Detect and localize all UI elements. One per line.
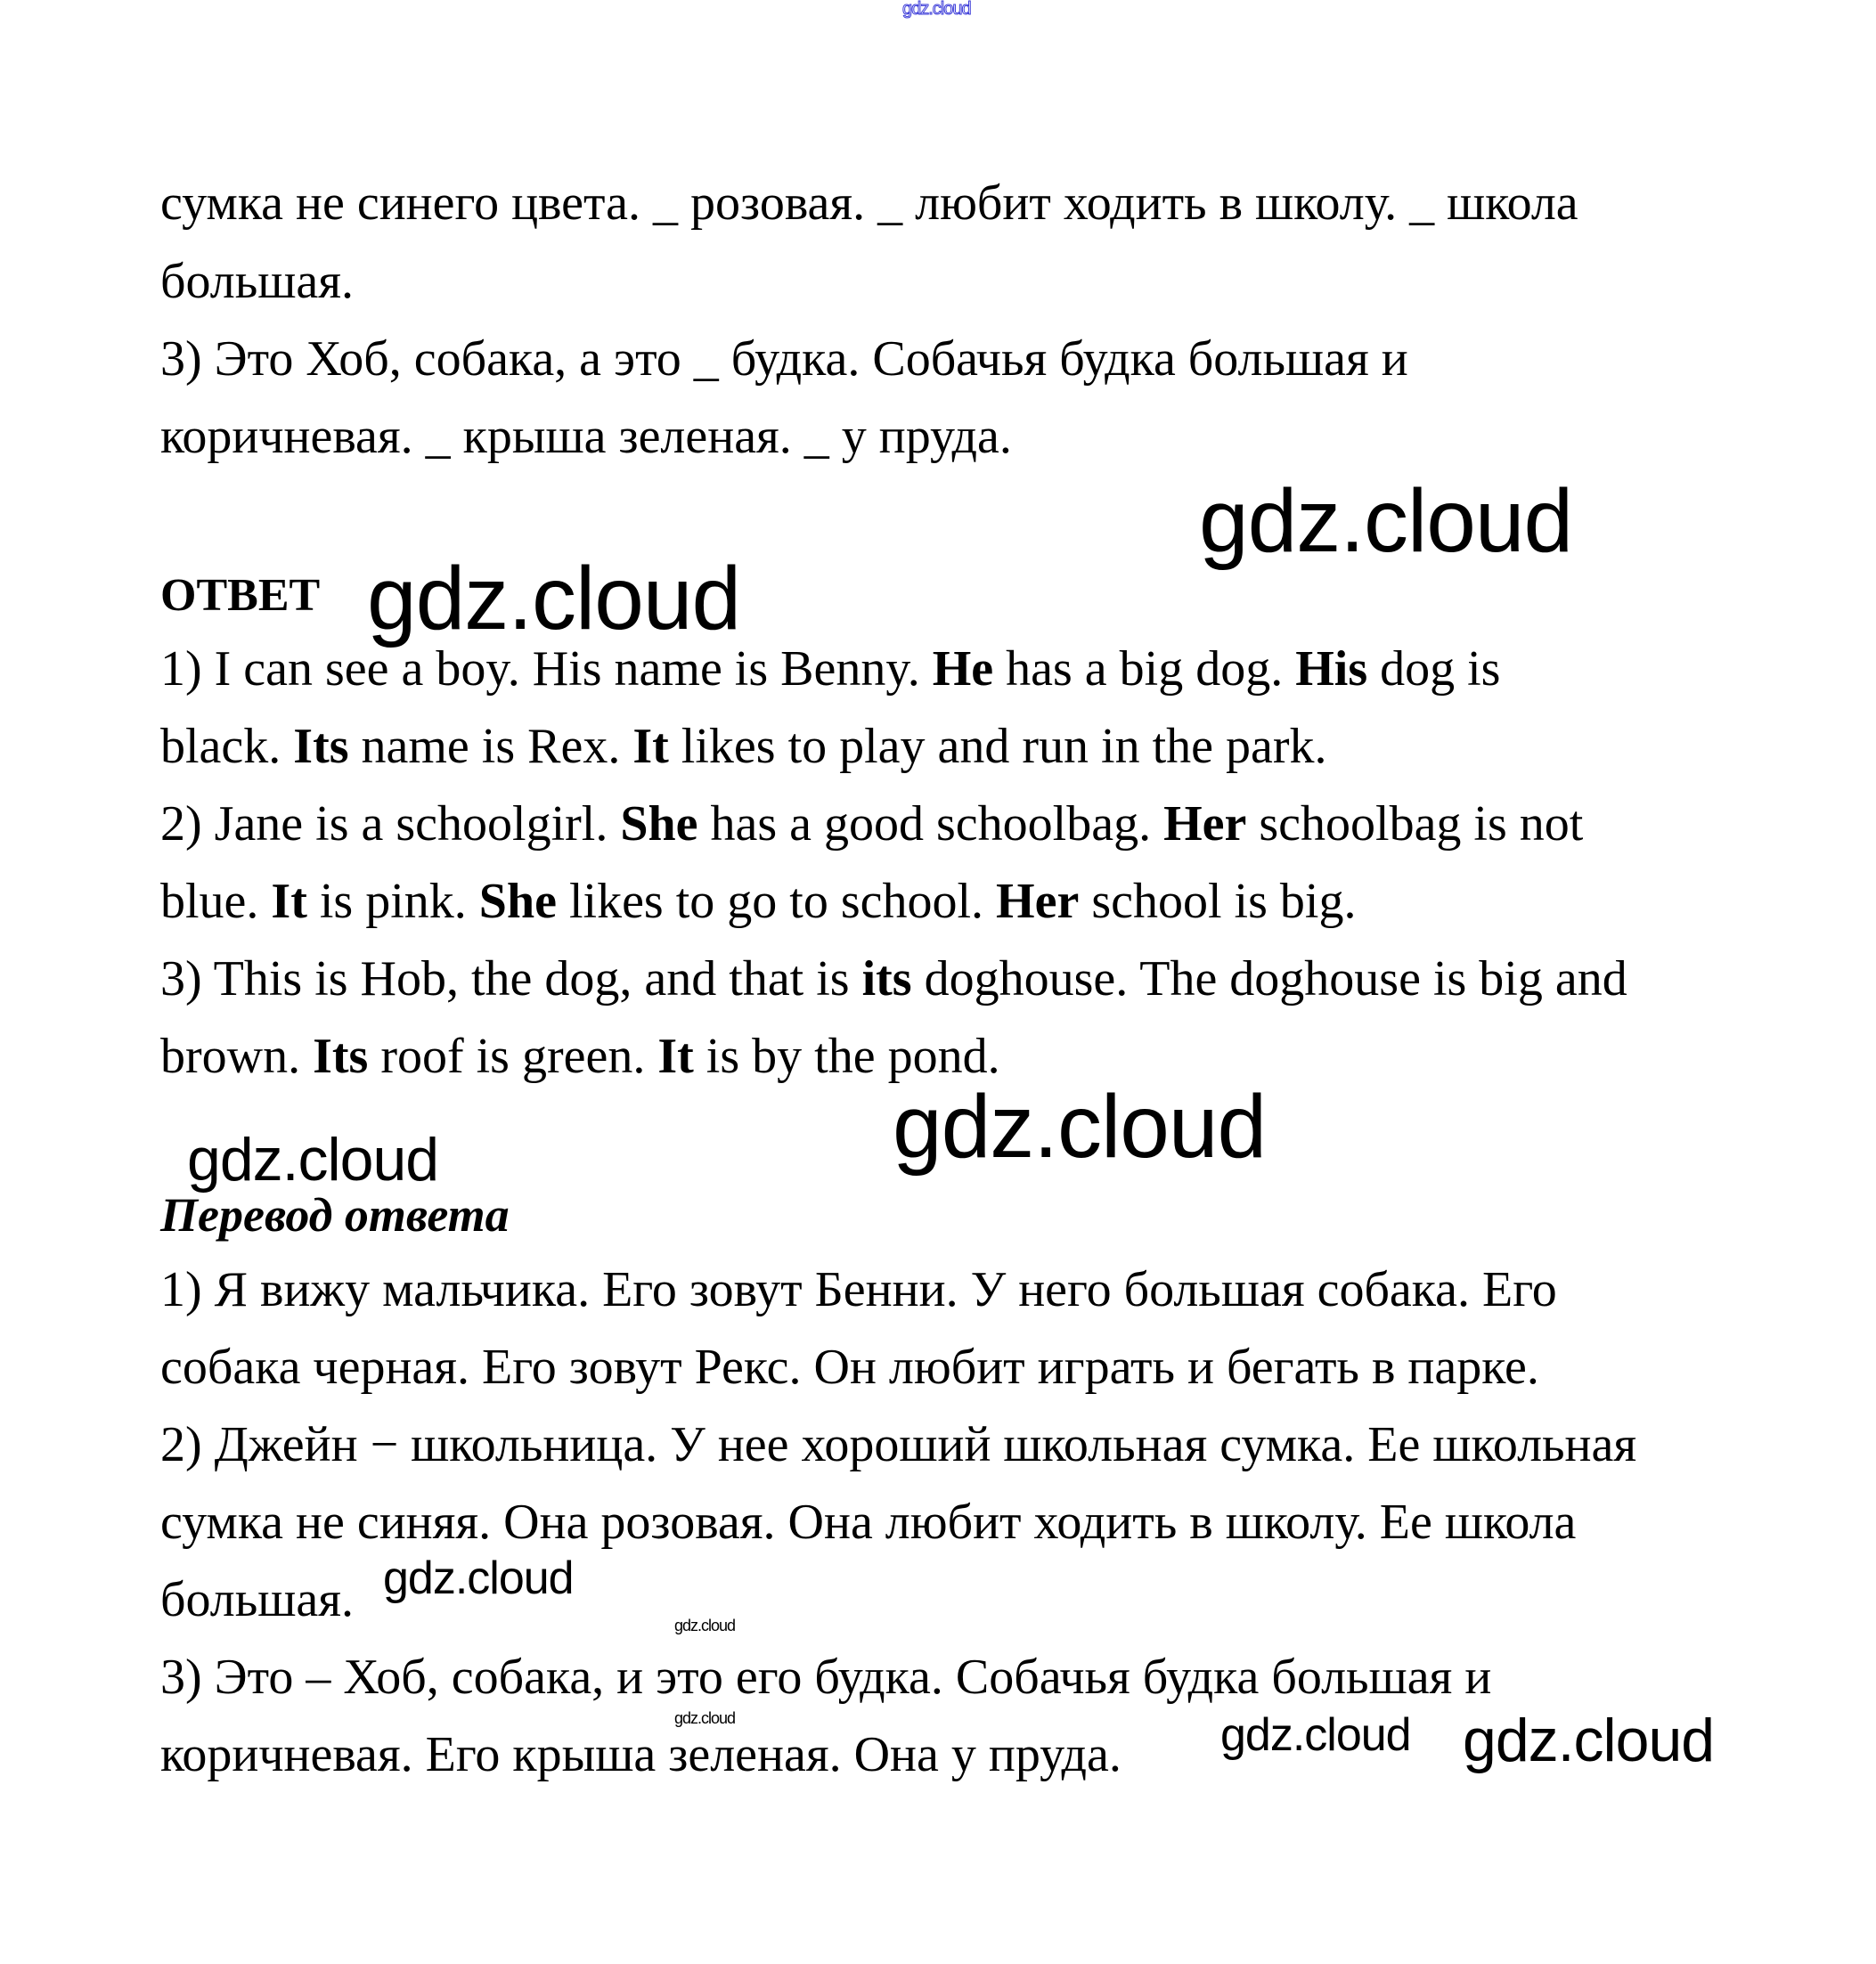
translation-line: собака черная. Его зовут Рекс. Он любит играть и бегать в парке. <box>160 1340 1539 1395</box>
answer-line <box>160 796 1584 852</box>
bold-pronoun: Its <box>313 1029 369 1084</box>
text-segment: has a big dog. <box>993 641 1296 697</box>
text-segment: is by the pond. <box>693 1029 1000 1084</box>
translation-line: 2) Джейн − школьница. У нее хороший школьная сумка. Ее школьная <box>160 1417 1637 1472</box>
bold-pronoun: It <box>657 1029 694 1084</box>
text-segment: likes to go to school. <box>556 874 997 929</box>
text-segment: dog is <box>1367 641 1501 697</box>
bold-pronoun: It <box>632 719 669 774</box>
text-segment: schoolbag is not <box>1246 796 1584 852</box>
watermark: gdz.cloud <box>1199 471 1573 571</box>
watermark: gdz.cloud <box>674 1709 736 1727</box>
bold-pronoun: Her <box>996 874 1080 929</box>
translation-line: сумка не синяя. Она розовая. Она любит ходить в школу. Ее школа <box>160 1495 1577 1550</box>
text-segment: black. <box>160 719 294 774</box>
text-segment: 3) This is Hob, the dog, and that is <box>160 951 862 1006</box>
text-segment: likes to play and run in the park. <box>668 719 1327 774</box>
bold-pronoun: He <box>932 641 994 697</box>
watermark: gdz.cloud <box>1463 1707 1715 1774</box>
bold-pronoun: its <box>861 951 912 1006</box>
text-segment: name is Rex. <box>348 719 633 774</box>
bold-pronoun: Her <box>1163 796 1247 852</box>
text-segment: brown. <box>160 1029 314 1084</box>
bold-pronoun: Its <box>293 719 349 774</box>
task-line: большая. <box>160 254 354 309</box>
translation-line: коричневая. Его крыша зеленая. Она у пруда. <box>160 1727 1122 1782</box>
translation-heading: Перевод ответа <box>160 1188 510 1242</box>
bold-pronoun: His <box>1295 641 1368 697</box>
translation-line: 3) Это – Хоб, собака, и это его будка. Собачья будка большая и <box>160 1650 1492 1705</box>
task-line: сумка не синего цвета. _ розовая. _ любит ходить в школу. _ школа <box>160 175 1578 231</box>
translation-line: 1) Я вижу мальчика. Его зовут Бенни. У него большая собака. Его <box>160 1262 1557 1317</box>
task-line: коричневая. _ крыша зеленая. _ у пруда. <box>160 409 1012 464</box>
answer-line <box>160 951 1627 1006</box>
translation-line: большая. <box>160 1572 354 1627</box>
watermark: gdz.cloud <box>367 549 741 648</box>
answer-line <box>160 1029 1000 1084</box>
text-segment: has a good schoolbag. <box>697 796 1164 852</box>
watermark: gdz.cloud <box>383 1552 574 1604</box>
answer-line <box>160 719 1327 774</box>
text-segment: blue. <box>160 874 272 929</box>
watermark: gdz.cloud <box>674 1617 736 1634</box>
text-segment: roof is green. <box>368 1029 658 1084</box>
text-segment: doghouse. The doghouse is big and <box>911 951 1627 1006</box>
watermark: gdz.cloud <box>1220 1709 1411 1761</box>
answer-heading: ОТВЕТ <box>160 570 321 621</box>
task-line: 3) Это Хоб, собака, а это _ будка. Собачья будка большая и <box>160 331 1408 387</box>
text-segment: is pink. <box>306 874 479 929</box>
bold-pronoun: She <box>478 874 557 929</box>
text-segment: school is big. <box>1079 874 1357 929</box>
watermark: gdz.cloud <box>187 1126 439 1194</box>
watermark: gdz.cloud <box>893 1077 1267 1177</box>
watermark-top: gdz.cloud <box>902 0 971 19</box>
bold-pronoun: She <box>620 796 698 852</box>
answer-line <box>160 641 1501 697</box>
answer-line <box>160 874 1357 929</box>
text-segment: 2) Jane is a schoolgirl. <box>160 796 621 852</box>
text-segment: 1) I can see a boy. His name is Benny. <box>160 641 933 697</box>
bold-pronoun: It <box>271 874 307 929</box>
